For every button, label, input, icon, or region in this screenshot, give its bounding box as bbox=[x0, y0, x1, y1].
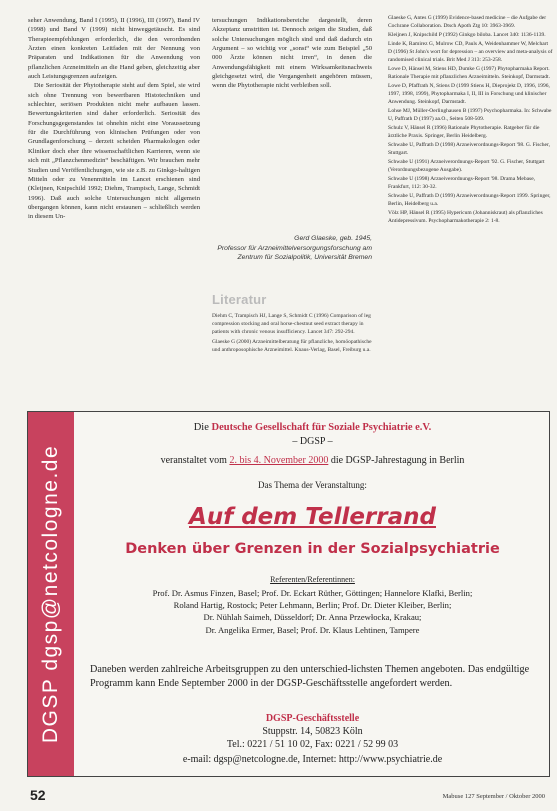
reference-item: Glaeske G (2000) Arzneimittelberatung für pflanzliche, homöopathische und anthroposophische Arzneimittel. Knaus-Verlag, Basel, Freiburg u.a. bbox=[212, 338, 372, 353]
ad-event-suffix: die DGSP-Jahrestagung in Berlin bbox=[328, 455, 465, 466]
ad-body bbox=[76, 412, 549, 776]
ad-contact-heading: DGSP-Geschäftsstelle bbox=[265, 713, 360, 724]
reference-item: Lowe D, Pfaffrath N, Stiens D (1999 Stiens H, Dieprojekt D, 1996, 1996, 1997, 1998, 1999), Phytopharmaka I, II, III in Forschung und klinischer Anwendung. Steinkopf, Darmstadt. bbox=[388, 83, 550, 106]
article-column-2 bbox=[212, 16, 372, 91]
author-signature bbox=[212, 234, 372, 263]
ad-contact-phone: Tel.: 0221 / 51 10 02, Fax: 0221 / 52 99 03 bbox=[226, 739, 399, 750]
ad-contact-email: e-mail: dgsp@netcologne.de, Internet: http://www.psychiatrie.de bbox=[182, 754, 443, 765]
article-paragraph: tersuchungen Indikationsbereiche dargestellt, deren Akzeptanz umstritten ist. Dennoch zeigen die Studien, daß solche Untersuchungen möglich sind und daß dadurch ein Argument – so wichtig vor „sonst“ wie zum Beispiel „50 000 Ärzte können nicht irren“, in denen die Anwendungsfähigkeit mit einem Wirksamkeitsnachweis gleichgesetzt wird, die Vergangenheit angehören müssen, wenn die Phytotherapie nicht verbleiben soll. bbox=[212, 17, 372, 90]
reference-item: Lohse MJ, Müller-Oerlinghausen B (1997) Psychopharmaka. In: Schwabe U, Paffrath D (1997) aa.O., Seiten 508-509. bbox=[388, 108, 552, 123]
ad-info-text: Daneben werden zahlreiche Arbeitsgruppen zu den unterschied-lichsten Themen angeboten. Das endgültige Programm kann Ende September 2000 in der DGSP-Geschäftsstelle angefordert werden. bbox=[90, 664, 530, 689]
ad-speakers-heading: Referenten/Referentinnen: bbox=[270, 575, 355, 584]
ad-side-banner bbox=[28, 412, 74, 776]
ad-speakers-line: Roland Hartig, Rostock; Peter Lehmann, Berlin; Prof. Dr. Dieter Kleiber, Berlin; bbox=[173, 600, 452, 611]
ad-organizer-abbrev: – DGSP – bbox=[292, 436, 333, 447]
reference-item: Linde K, Ramirez G, Mulrow CD, Pauls A, Weidenhammer W, Melchart D (1996) St John's wort for depression – an overview and meta-analysis of randomised clinical trials. Brit Med J 313: 253-258. bbox=[388, 40, 553, 64]
ad-speakers-line: Dr. Angelika Ermer, Basel; Prof. Dr. Klaus Lehtinen, Tampere bbox=[205, 624, 420, 635]
ad-title: Auf dem Tellerrand bbox=[189, 504, 436, 530]
reference-item: Glaeske G, Antes G (1999) Evidence-based medicine – die Aufgabe der Cochrane Collaboration. Dtsch Apoth Ztg 10: 3963-3969. bbox=[388, 15, 547, 30]
reference-item: Schwabe U (1998) Arzneiverordnungs-Report '98. Drama Mebase, Frankfurt, 112: 30-32. bbox=[388, 176, 536, 191]
article-column-1 bbox=[28, 16, 200, 222]
reference-item: Diehm C, Trampisch HJ, Lange S, Schmidt C (1996) Comparison of leg compression stocking and oral horse-chestnut seed extract therapy in patients with chronic venous insufficiency. Lancet 347: 292-294. bbox=[212, 313, 371, 336]
reference-item: Schwabe U, Paffrath D (1998) Arzneiverordnungs-Report '98. G. Fischer, Stuttgart. bbox=[388, 142, 550, 157]
ad-event-line bbox=[76, 455, 549, 466]
reference-item: Kleijnen J, Knipschild P (1992) Ginkgo biloba. Lancet 340: 1136-1139. bbox=[388, 32, 546, 38]
page-number: 52 bbox=[30, 787, 46, 803]
article-paragraph: Die Seriosität der Phytotherapie steht auf dem Spiel, sie wird sich ohne Trennung von bewertbaren Histotechniken und schlechter, seriösen Produkten nicht mehr aufbauen lassen. Bewertungskriterien sind daher erforderlich. Seriosität des Forschungsgegenstandes ist ohnehin nicht eine Voraussetzung für die Durchführung von klinischen Prüfungen oder von Grundlagenforschung – derzeit scheiden Pharmakologen oder Kliniker doch eher ihre wissenschaftlichen Karrieren, wenn sie sich mit „Pflanzchenmedizin“ beschäftigen. Wir brauchen mehr Studien und Veröffentlichungen, wie sie z.B. zu Ginkgo-haltigen Mitteln oder zu Venenmitteln im Lancet erschienen sind (Kleijnen, Knipschild 1992; Diehm, Trampisch, Lange, Schmidt 1996). Daß auch solche Untersuchungen nicht allgemein übergangen können, kann nicht erstaunen – schließlich werden in diesem Un- bbox=[28, 82, 200, 221]
reference-item: Lowe D, Hänsel M, Stiens HD, Dumke G (1997) Phytopharmaka Report. Rationale Therapie mit pflanzlichen Arzneimitteln. Steinkopf, Darmstadt. bbox=[388, 66, 550, 81]
reference-item: Schwabe U (1991) Arzneiverordnungs-Report '92. G. Fischer, Stuttgart (Verordnungsbezogene Ausgabe). bbox=[388, 159, 545, 174]
reference-column bbox=[388, 14, 553, 226]
dgsp-advertisement bbox=[27, 411, 550, 777]
ad-organizer-line bbox=[76, 422, 549, 433]
ad-side-text: DGSP dgsp@netcologne.de bbox=[39, 444, 62, 744]
author-name: Gerd Glaeske, geb. 1945, bbox=[294, 235, 372, 242]
ad-speakers-line: Prof. Dr. Asmus Finzen, Basel; Prof. Dr. Eckart Rüther, Göttingen; Hannelore Klafki, Berlin; bbox=[152, 588, 473, 598]
author-affiliation: Professor für Arzneimittelversorgungsforschung am Zentrum für Sozialpolitik, Universität Bremen bbox=[217, 244, 372, 262]
reference-item: Völz HP, Hänsel R (1995) Hypericum (Johanniskraut) als pflanzliches Antidepressivum. Psychopharmakotherapie 2: 1-8. bbox=[388, 210, 543, 225]
reference-item: Schwabe U, Paffrath D (1999) Arzneiverordnungs-Report 1999. Springer, Berlin, Heidelberg u.a. bbox=[388, 193, 551, 208]
ad-organizer-name: Deutsche Gesellschaft für Soziale Psychiatrie e.V. bbox=[211, 422, 432, 433]
reference-item: Schulz V, Hänsel R (1996) Rationale Phytotherapie. Ratgeber für die ärztliche Praxis. Springer, Berlin Heidelberg. bbox=[388, 125, 540, 140]
ad-contact-address: Stuppstr. 14, 50823 Köln bbox=[262, 726, 363, 737]
literature-list bbox=[212, 312, 374, 355]
ad-speakers-list bbox=[90, 587, 535, 636]
ad-event-prefix: veranstaltet vom bbox=[160, 455, 230, 466]
ad-event-date: 2. bis 4. November 2000 bbox=[229, 455, 329, 466]
ad-speakers-line: Dr. Nühlah Saimeh, Düsseldorf; Dr. Anna Przewłocka, Krakau; bbox=[203, 612, 422, 623]
issue-info: Mabuse 127 September / Oktober 2000 bbox=[442, 793, 545, 800]
ad-theme-label: Das Thema der Veranstaltung: bbox=[258, 480, 367, 490]
literature-heading: Literatur bbox=[212, 292, 267, 307]
article-paragraph: seher Anwendung, Band I (1995), II (1996), III (1997), Band IV (1998) und Band V (1999) nicht hinweggetäuscht. Es sind Therapieempfehlungen erforderlich, die den verordnenden Ärzten einen konkreten Leitfaden mit der Nennung von Präparaten und Indikationen für die Anwendung von pflanzlichen Arzneimitteln an die Hand geben, gleichzeitig aber auch Leistungsgrenzen aufzeigen. bbox=[28, 17, 200, 81]
ad-subtitle: Denken über Grenzen in der Sozialpsychiatrie bbox=[125, 541, 500, 557]
ad-organizer-prefix: Die bbox=[193, 422, 212, 433]
